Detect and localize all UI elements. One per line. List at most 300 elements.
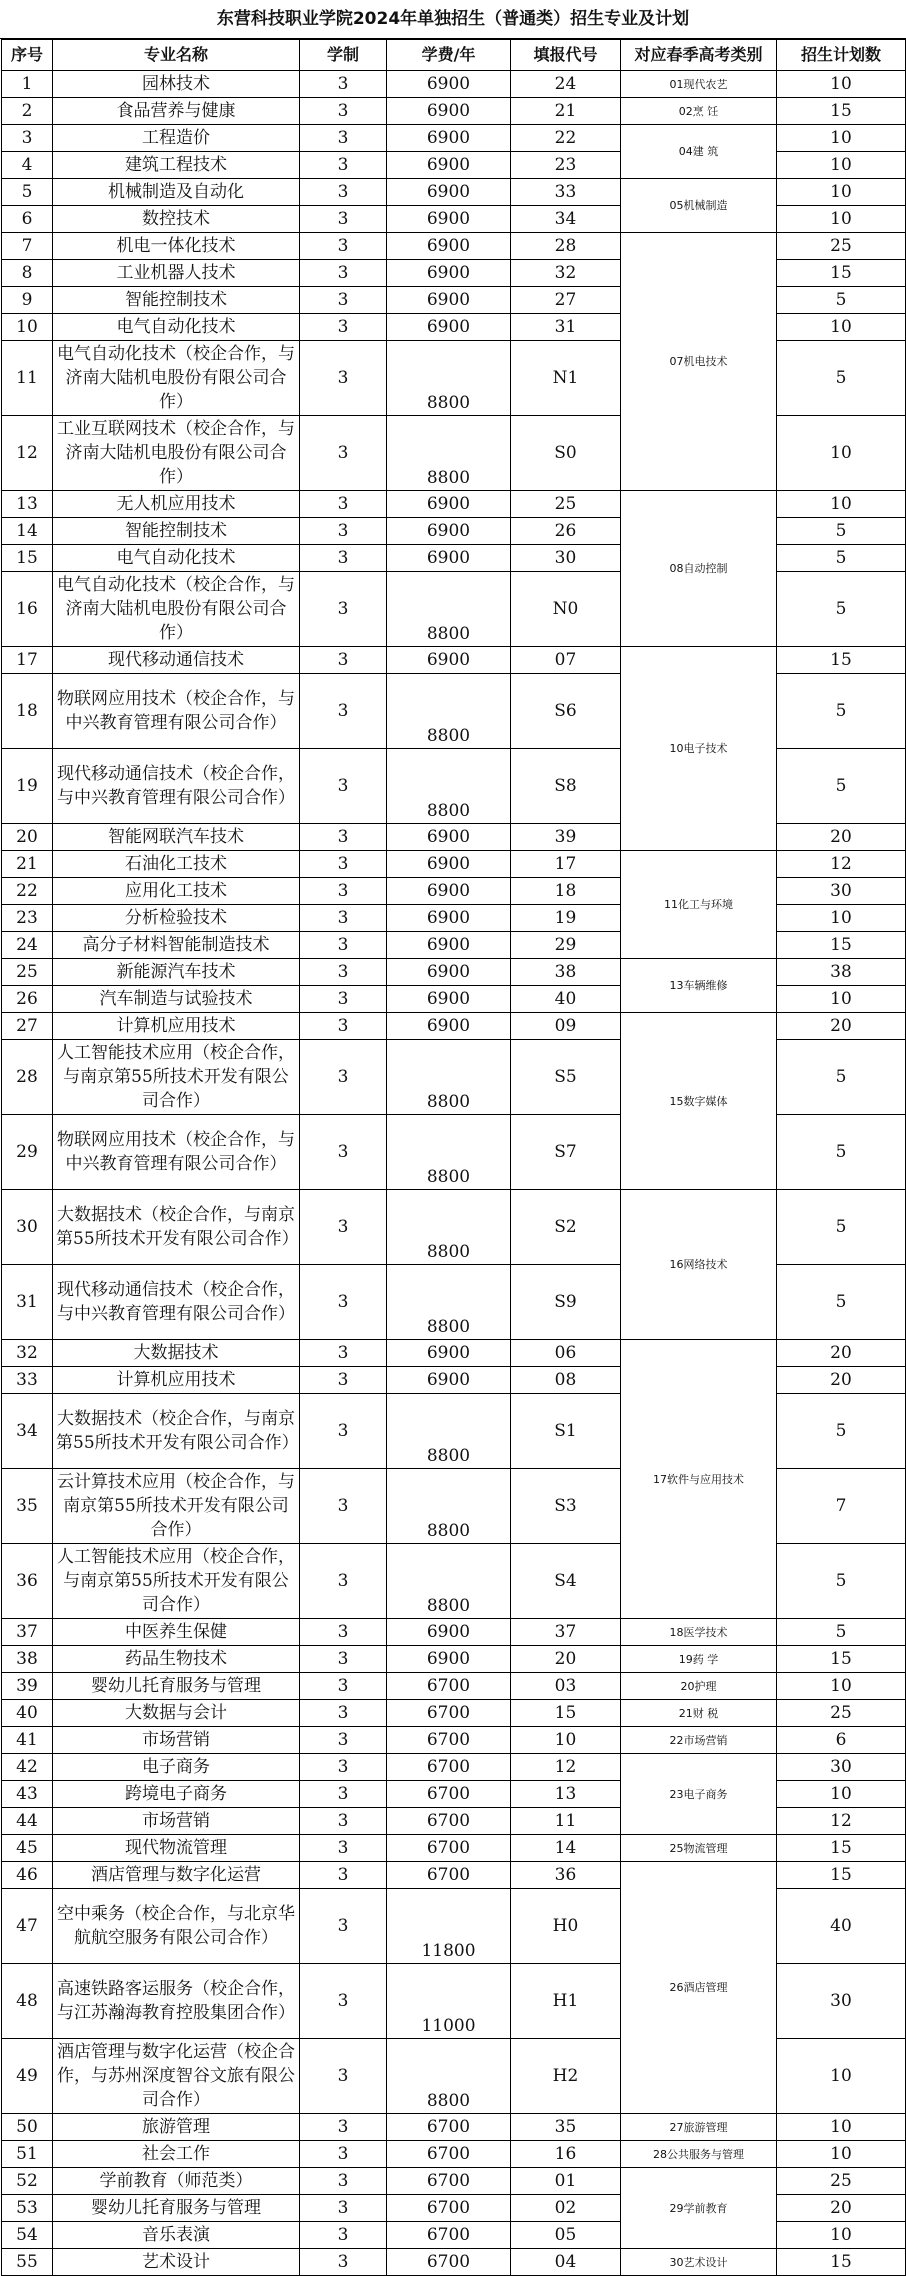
- major-name: 电气自动化技术（校企合作，与济南大陆机电股份有限公司合作）: [53, 341, 300, 416]
- application-code: 40: [511, 986, 621, 1013]
- exam-category: 23电子商务: [621, 1754, 777, 1835]
- major-name: 云计算技术应用（校企合作，与南京第55所技术开发有限公司合作）: [53, 1469, 300, 1544]
- major-name: 智能控制技术: [53, 287, 300, 314]
- exam-category: 17软件与应用技术: [621, 1340, 777, 1619]
- exam-category: 04建 筑: [621, 125, 777, 179]
- row-number: 23: [2, 905, 53, 932]
- row-number: 28: [2, 1040, 53, 1115]
- enrollment-plan: 10: [777, 71, 906, 98]
- header-tuition: 学费/年: [387, 40, 511, 71]
- table-header-row: [2, 40, 906, 71]
- enrollment-plan: 5: [777, 287, 906, 314]
- enrollment-plan: 10: [777, 2222, 906, 2249]
- row-number: 36: [2, 1544, 53, 1619]
- row-number: 42: [2, 1754, 53, 1781]
- major-name: 电气自动化技术（校企合作，与济南大陆机电股份有限公司合作）: [53, 572, 300, 647]
- study-years: 3: [300, 545, 387, 572]
- enrollment-plan: 5: [777, 1265, 906, 1340]
- row-number: 29: [2, 1115, 53, 1190]
- study-years: 3: [300, 851, 387, 878]
- application-code: S1: [511, 1394, 621, 1469]
- row-number: 2: [2, 98, 53, 125]
- row-number: 54: [2, 2222, 53, 2249]
- study-years: 3: [300, 824, 387, 851]
- table-row: [2, 98, 906, 125]
- exam-category: 01现代农艺: [621, 71, 777, 98]
- exam-category: 18医学技术: [621, 1619, 777, 1646]
- application-code: H2: [511, 2039, 621, 2114]
- application-code: 35: [511, 2114, 621, 2141]
- tuition-fee: 6900: [387, 314, 511, 341]
- study-years: 3: [300, 179, 387, 206]
- exam-category: 15数字媒体: [621, 1013, 777, 1190]
- enrollment-plan: 15: [777, 647, 906, 674]
- row-number: 35: [2, 1469, 53, 1544]
- tuition-fee: 6700: [387, 2168, 511, 2195]
- study-years: 3: [300, 647, 387, 674]
- tuition-fee: 6700: [387, 2114, 511, 2141]
- study-years: 3: [300, 878, 387, 905]
- study-years: 3: [300, 1340, 387, 1367]
- major-name: 大数据技术（校企合作，与南京第55所技术开发有限公司合作）: [53, 1394, 300, 1469]
- application-code: H0: [511, 1889, 621, 1964]
- study-years: 3: [300, 1469, 387, 1544]
- study-years: 3: [300, 260, 387, 287]
- enrollment-plan: 12: [777, 851, 906, 878]
- major-name: 工程造价: [53, 125, 300, 152]
- enrollment-plan: 10: [777, 314, 906, 341]
- tuition-fee: 6900: [387, 71, 511, 98]
- tuition-fee: 6700: [387, 1727, 511, 1754]
- exam-category: 07机电技术: [621, 233, 777, 491]
- exam-category: 11化工与环境: [621, 851, 777, 959]
- exam-category: 26酒店管理: [621, 1862, 777, 2114]
- row-number: 46: [2, 1862, 53, 1889]
- enrollment-plan: 10: [777, 2039, 906, 2114]
- application-code: 32: [511, 260, 621, 287]
- application-code: 12: [511, 1754, 621, 1781]
- row-number: 10: [2, 314, 53, 341]
- tuition-fee: 8800: [387, 416, 511, 491]
- application-code: H1: [511, 1964, 621, 2039]
- enrollment-plan: 15: [777, 2249, 906, 2276]
- study-years: 3: [300, 674, 387, 749]
- application-code: 03: [511, 1673, 621, 1700]
- row-number: 15: [2, 545, 53, 572]
- application-code: 33: [511, 179, 621, 206]
- enrollment-plan: 10: [777, 491, 906, 518]
- study-years: 3: [300, 2222, 387, 2249]
- application-code: 09: [511, 1013, 621, 1040]
- enrollment-plan: 10: [777, 152, 906, 179]
- row-number: 55: [2, 2249, 53, 2276]
- row-number: 48: [2, 1964, 53, 2039]
- row-number: 4: [2, 152, 53, 179]
- tuition-fee: 6700: [387, 1781, 511, 1808]
- enrollment-plan: 38: [777, 959, 906, 986]
- major-name: 工业互联网技术（校企合作，与济南大陆机电股份有限公司合作）: [53, 416, 300, 491]
- tuition-fee: 6900: [387, 98, 511, 125]
- application-code: 01: [511, 2168, 621, 2195]
- table-row: [2, 647, 906, 674]
- exam-category: 16网络技术: [621, 1190, 777, 1340]
- study-years: 3: [300, 1544, 387, 1619]
- enrollment-plan: 30: [777, 878, 906, 905]
- study-years: 3: [300, 341, 387, 416]
- study-years: 3: [300, 1862, 387, 1889]
- major-name: 现代移动通信技术: [53, 647, 300, 674]
- major-name: 社会工作: [53, 2141, 300, 2168]
- exam-category: 30艺术设计: [621, 2249, 777, 2276]
- table-row: [2, 1673, 906, 1700]
- enrollment-plan: 20: [777, 2195, 906, 2222]
- row-number: 51: [2, 2141, 53, 2168]
- application-code: N1: [511, 341, 621, 416]
- enrollment-plan: 25: [777, 1700, 906, 1727]
- tuition-fee: 8800: [387, 1115, 511, 1190]
- enrollment-plan: 5: [777, 1190, 906, 1265]
- exam-category: 05机械制造: [621, 179, 777, 233]
- study-years: 3: [300, 1889, 387, 1964]
- study-years: 3: [300, 1727, 387, 1754]
- enrollment-plan: 5: [777, 545, 906, 572]
- major-name: 酒店管理与数字化运营: [53, 1862, 300, 1889]
- major-name: 音乐表演: [53, 2222, 300, 2249]
- table-row: [2, 2114, 906, 2141]
- study-years: 3: [300, 2249, 387, 2276]
- enrollment-plan: 20: [777, 1340, 906, 1367]
- table-row: [2, 1619, 906, 1646]
- table-row: [2, 1646, 906, 1673]
- major-name: 空中乘务（校企合作，与北京华航航空服务有限公司合作）: [53, 1889, 300, 1964]
- major-name: 学前教育（师范类）: [53, 2168, 300, 2195]
- tuition-fee: 6900: [387, 179, 511, 206]
- application-code: 15: [511, 1700, 621, 1727]
- enrollment-plan: 10: [777, 416, 906, 491]
- study-years: 3: [300, 287, 387, 314]
- table-row: [2, 1862, 906, 1889]
- table-row: [2, 2141, 906, 2168]
- page-title: 东营科技职业学院2024年单独招生（普通类）招生专业及计划: [0, 0, 906, 39]
- study-years: 3: [300, 2168, 387, 2195]
- row-number: 27: [2, 1013, 53, 1040]
- major-name: 现代移动通信技术（校企合作，与中兴教育管理有限公司合作）: [53, 749, 300, 824]
- application-code: S8: [511, 749, 621, 824]
- exam-category: 13车辆维修: [621, 959, 777, 1013]
- application-code: 02: [511, 2195, 621, 2222]
- row-number: 25: [2, 959, 53, 986]
- tuition-fee: 8800: [387, 1394, 511, 1469]
- row-number: 39: [2, 1673, 53, 1700]
- enrollment-plan: 20: [777, 1013, 906, 1040]
- row-number: 49: [2, 2039, 53, 2114]
- tuition-fee: 6900: [387, 959, 511, 986]
- study-years: 3: [300, 1673, 387, 1700]
- study-years: 3: [300, 1964, 387, 2039]
- major-name: 数控技术: [53, 206, 300, 233]
- enrollment-plan: 5: [777, 341, 906, 416]
- table-row: [2, 851, 906, 878]
- major-name: 应用化工技术: [53, 878, 300, 905]
- exam-category: 25物流管理: [621, 1835, 777, 1862]
- tuition-fee: 6900: [387, 287, 511, 314]
- major-name: 旅游管理: [53, 2114, 300, 2141]
- exam-category: 22市场营销: [621, 1727, 777, 1754]
- application-code: 22: [511, 125, 621, 152]
- enrollment-plan: 15: [777, 260, 906, 287]
- major-name: 现代物流管理: [53, 1835, 300, 1862]
- enrollment-plan: 20: [777, 824, 906, 851]
- study-years: 3: [300, 1835, 387, 1862]
- application-code: 07: [511, 647, 621, 674]
- enrollment-plan: 5: [777, 1394, 906, 1469]
- study-years: 3: [300, 986, 387, 1013]
- row-number: 3: [2, 125, 53, 152]
- enrollment-plan: 5: [777, 1544, 906, 1619]
- exam-category: 08自动控制: [621, 491, 777, 647]
- application-code: S2: [511, 1190, 621, 1265]
- tuition-fee: 8800: [387, 1040, 511, 1115]
- header-no: 序号: [2, 40, 53, 71]
- application-code: 19: [511, 905, 621, 932]
- tuition-fee: 6900: [387, 545, 511, 572]
- study-years: 3: [300, 1013, 387, 1040]
- enrollment-plan: 10: [777, 986, 906, 1013]
- enrollment-plan: 25: [777, 2168, 906, 2195]
- exam-category: 10电子技术: [621, 647, 777, 851]
- tuition-fee: 6700: [387, 2195, 511, 2222]
- study-years: 3: [300, 2039, 387, 2114]
- application-code: S4: [511, 1544, 621, 1619]
- application-code: 39: [511, 824, 621, 851]
- major-name: 电子商务: [53, 1754, 300, 1781]
- study-years: 3: [300, 98, 387, 125]
- row-number: 45: [2, 1835, 53, 1862]
- enrollment-plan: 10: [777, 905, 906, 932]
- major-name: 分析检验技术: [53, 905, 300, 932]
- major-name: 药品生物技术: [53, 1646, 300, 1673]
- study-years: 3: [300, 1781, 387, 1808]
- major-name: 高速铁路客运服务（校企合作，与江苏瀚海教育控股集团合作）: [53, 1964, 300, 2039]
- major-name: 工业机器人技术: [53, 260, 300, 287]
- row-number: 5: [2, 179, 53, 206]
- enrollment-plan: 12: [777, 1808, 906, 1835]
- header-code: 填报代号: [511, 40, 621, 71]
- study-years: 3: [300, 2141, 387, 2168]
- study-years: 3: [300, 1754, 387, 1781]
- row-number: 22: [2, 878, 53, 905]
- row-number: 6: [2, 206, 53, 233]
- enrollment-plan: 10: [777, 125, 906, 152]
- enrollment-plan: 15: [777, 1835, 906, 1862]
- application-code: S5: [511, 1040, 621, 1115]
- tuition-fee: 11800: [387, 1889, 511, 1964]
- header-category: 对应春季高考类别: [621, 40, 777, 71]
- enrollment-plan: 5: [777, 572, 906, 647]
- tuition-fee: 8800: [387, 572, 511, 647]
- application-code: S9: [511, 1265, 621, 1340]
- row-number: 24: [2, 932, 53, 959]
- tuition-fee: 8800: [387, 341, 511, 416]
- study-years: 3: [300, 2114, 387, 2141]
- tuition-fee: 6900: [387, 491, 511, 518]
- major-name: 高分子材料智能制造技术: [53, 932, 300, 959]
- tuition-fee: 6900: [387, 932, 511, 959]
- major-name: 大数据技术（校企合作，与南京第55所技术开发有限公司合作）: [53, 1190, 300, 1265]
- tuition-fee: 6900: [387, 518, 511, 545]
- study-years: 3: [300, 125, 387, 152]
- tuition-fee: 11000: [387, 1964, 511, 2039]
- table-row: [2, 2168, 906, 2195]
- row-number: 53: [2, 2195, 53, 2222]
- tuition-fee: 6900: [387, 1367, 511, 1394]
- exam-category: 20护理: [621, 1673, 777, 1700]
- table-row: [2, 1727, 906, 1754]
- tuition-fee: 8800: [387, 1544, 511, 1619]
- major-name: 智能控制技术: [53, 518, 300, 545]
- row-number: 38: [2, 1646, 53, 1673]
- major-name: 新能源汽车技术: [53, 959, 300, 986]
- application-code: 30: [511, 545, 621, 572]
- tuition-fee: 6700: [387, 2141, 511, 2168]
- study-years: 3: [300, 1646, 387, 1673]
- application-code: 20: [511, 1646, 621, 1673]
- study-years: 3: [300, 152, 387, 179]
- table-row: [2, 1835, 906, 1862]
- application-code: 21: [511, 98, 621, 125]
- tuition-fee: 6900: [387, 647, 511, 674]
- row-number: 18: [2, 674, 53, 749]
- enrollment-plan: 5: [777, 518, 906, 545]
- table-row: [2, 1340, 906, 1367]
- row-number: 30: [2, 1190, 53, 1265]
- enrollment-plan: 5: [777, 674, 906, 749]
- enrollment-plan: 10: [777, 2141, 906, 2168]
- study-years: 3: [300, 1700, 387, 1727]
- enrollment-plan: 15: [777, 1862, 906, 1889]
- tuition-fee: 6900: [387, 233, 511, 260]
- study-years: 3: [300, 1619, 387, 1646]
- application-code: 36: [511, 1862, 621, 1889]
- study-years: 3: [300, 1265, 387, 1340]
- study-years: 3: [300, 518, 387, 545]
- study-years: 3: [300, 2195, 387, 2222]
- table-row: [2, 233, 906, 260]
- table-row: [2, 1013, 906, 1040]
- application-code: 23: [511, 152, 621, 179]
- row-number: 43: [2, 1781, 53, 1808]
- application-code: S3: [511, 1469, 621, 1544]
- application-code: 05: [511, 2222, 621, 2249]
- enrollment-plan: 15: [777, 932, 906, 959]
- tuition-fee: 6900: [387, 1619, 511, 1646]
- table-row: [2, 71, 906, 98]
- row-number: 1: [2, 71, 53, 98]
- study-years: 3: [300, 206, 387, 233]
- header-years: 学制: [300, 40, 387, 71]
- enrollment-plan: 10: [777, 206, 906, 233]
- study-years: 3: [300, 749, 387, 824]
- major-name: 跨境电子商务: [53, 1781, 300, 1808]
- study-years: 3: [300, 416, 387, 491]
- application-code: S0: [511, 416, 621, 491]
- row-number: 19: [2, 749, 53, 824]
- study-years: 3: [300, 1808, 387, 1835]
- enrollment-plan: 20: [777, 1367, 906, 1394]
- enrollment-plan: 5: [777, 1619, 906, 1646]
- enrollment-plan: 5: [777, 1115, 906, 1190]
- application-code: 14: [511, 1835, 621, 1862]
- application-code: S6: [511, 674, 621, 749]
- tuition-fee: 6700: [387, 1673, 511, 1700]
- exam-category: 02烹 饪: [621, 98, 777, 125]
- major-name: 建筑工程技术: [53, 152, 300, 179]
- major-name: 石油化工技术: [53, 851, 300, 878]
- row-number: 34: [2, 1394, 53, 1469]
- enrollment-plan: 15: [777, 98, 906, 125]
- header-major-name: 专业名称: [53, 40, 300, 71]
- row-number: 20: [2, 824, 53, 851]
- enrollment-plan: 30: [777, 1964, 906, 2039]
- major-name: 人工智能技术应用（校企合作，与南京第55所技术开发有限公司合作）: [53, 1040, 300, 1115]
- enrollment-plan: 40: [777, 1889, 906, 1964]
- row-number: 12: [2, 416, 53, 491]
- row-number: 52: [2, 2168, 53, 2195]
- exam-category: 29学前教育: [621, 2168, 777, 2249]
- exam-category: 21财 税: [621, 1700, 777, 1727]
- tuition-fee: 8800: [387, 2039, 511, 2114]
- tuition-fee: 6900: [387, 206, 511, 233]
- major-name: 机电一体化技术: [53, 233, 300, 260]
- major-name: 婴幼儿托育服务与管理: [53, 1673, 300, 1700]
- tuition-fee: 6900: [387, 152, 511, 179]
- enrollment-plan: 30: [777, 1754, 906, 1781]
- study-years: 3: [300, 314, 387, 341]
- application-code: S7: [511, 1115, 621, 1190]
- tuition-fee: 6900: [387, 824, 511, 851]
- study-years: 3: [300, 572, 387, 647]
- exam-category: 27旅游管理: [621, 2114, 777, 2141]
- major-name: 物联网应用技术（校企合作，与中兴教育管理有限公司合作）: [53, 674, 300, 749]
- application-code: 08: [511, 1367, 621, 1394]
- tuition-fee: 6900: [387, 878, 511, 905]
- enrollment-plan: 10: [777, 1673, 906, 1700]
- major-name: 园林技术: [53, 71, 300, 98]
- application-code: 37: [511, 1619, 621, 1646]
- major-name: 婴幼儿托育服务与管理: [53, 2195, 300, 2222]
- application-code: 27: [511, 287, 621, 314]
- enrollment-plan: 7: [777, 1469, 906, 1544]
- row-number: 16: [2, 572, 53, 647]
- major-name: 无人机应用技术: [53, 491, 300, 518]
- major-name: 机械制造及自动化: [53, 179, 300, 206]
- enrollment-plan: 5: [777, 749, 906, 824]
- row-number: 17: [2, 647, 53, 674]
- application-code: 04: [511, 2249, 621, 2276]
- major-name: 计算机应用技术: [53, 1367, 300, 1394]
- enrollment-plan: 10: [777, 1781, 906, 1808]
- tuition-fee: 6700: [387, 1835, 511, 1862]
- enrollment-plan: 25: [777, 233, 906, 260]
- major-name: 电气自动化技术: [53, 545, 300, 572]
- row-number: 47: [2, 1889, 53, 1964]
- application-code: 24: [511, 71, 621, 98]
- major-name: 酒店管理与数字化运营（校企合作，与苏州深度智谷文旅有限公司合作）: [53, 2039, 300, 2114]
- tuition-fee: 6900: [387, 1013, 511, 1040]
- major-name: 大数据与会计: [53, 1700, 300, 1727]
- tuition-fee: 6900: [387, 1340, 511, 1367]
- application-code: 26: [511, 518, 621, 545]
